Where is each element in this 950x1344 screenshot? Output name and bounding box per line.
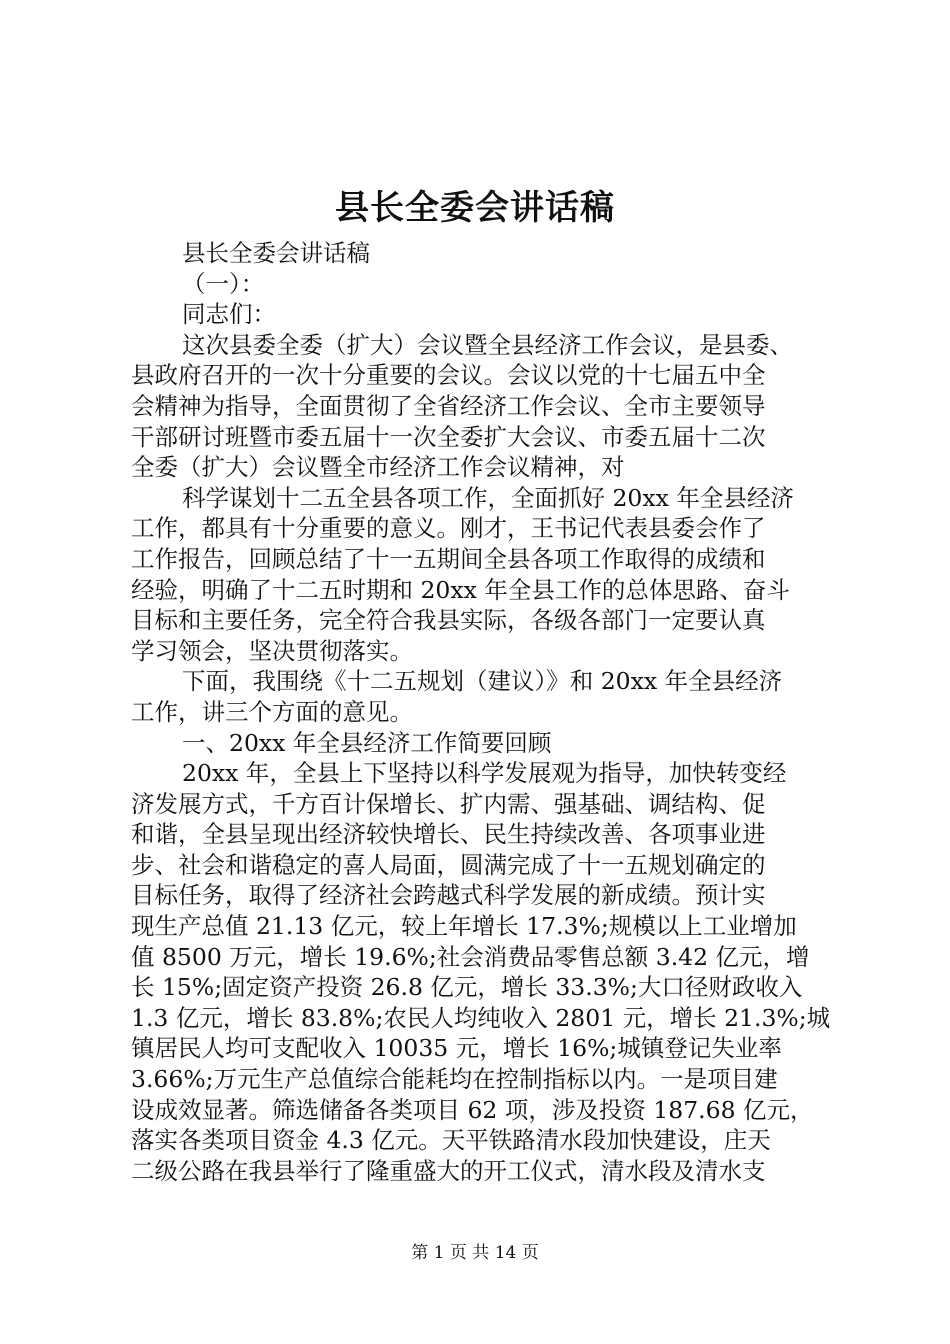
body-line: 1.3 亿元，增长 83.8%;农民人均纯收入 2801 元，增长 21.3%;城 [131, 1003, 831, 1032]
body-line: 3.66%;万元生产总值综合能耗均在控制指标以内。一是项目建 [131, 1065, 778, 1094]
body-line: 镇居民人均可支配收入 10035 元，增长 16%;城镇登记失业率 [131, 1034, 782, 1063]
body-line: 值 8500 万元，增长 19.6%;社会消费品零售总额 3.42 亿元，增 [131, 942, 810, 971]
body-line: 落实各类项目资金 4.3 亿元。天平铁路清水段加快建设，庄天 [131, 1126, 771, 1155]
body-line: 工作，讲三个方面的意见。 [131, 697, 413, 726]
body-line: 干部研讨班暨市委五届十一次全委扩大会议、市委五届十二次 [131, 422, 766, 451]
body-line: 长 15%;固定资产投资 26.8 亿元，增长 33.3%;大口径财政收入 [131, 973, 803, 1002]
body-line: 同志们： [182, 300, 276, 329]
body-line: 济发展方式，千方百计保增长、扩内需、强基础、调结构、促 [131, 789, 766, 818]
body-line: 二级公路在我县举行了隆重盛大的开工仪式，清水段及清水支 [131, 1156, 766, 1185]
body-line: （一）： [182, 269, 265, 298]
page-footer: 第 1 页 共 14 页 [411, 1243, 539, 1263]
body-line: 工作报告，回顾总结了十一五期间全县各项工作取得的成绩和 [131, 544, 766, 573]
body-line: 学习领会，坚决贯彻落实。 [131, 636, 413, 665]
body-line: 会精神为指导，全面贯彻了全省经济工作会议、全市主要领导 [131, 391, 766, 420]
body-line: 步、社会和谐稳定的喜人局面，圆满完成了十一五规划确定的 [131, 850, 766, 879]
body-line: 20xx 年，全县上下坚持以科学发展观为指导，加快转变经 [182, 759, 787, 788]
document-title: 县长全委会讲话稿 [335, 188, 615, 228]
body-line: 县长全委会讲话稿 [182, 239, 370, 267]
body-line: 科学谋划十二五全县各项工作，全面抓好 20xx 年全县经济 [182, 483, 794, 512]
body-line: 全委（扩大）会议暨全市经济工作会议精神，对 [131, 453, 625, 482]
body-line: 县政府召开的一次十分重要的会议。会议以党的十七届五中全 [131, 361, 766, 390]
body-line: 设成效显著。筛选储备各类项目 62 项，涉及投资 187.68 亿元， [131, 1095, 814, 1124]
body-line: 目标任务，取得了经济社会跨越式科学发展的新成绩。预计实 [131, 881, 766, 910]
body-line: 这次县委全委（扩大）会议暨全县经济工作会议，是县委、 [182, 330, 793, 359]
document-body [131, 238, 831, 1186]
body-line: 工作，都具有十分重要的意义。刚才，王书记代表县委会作了 [131, 514, 766, 543]
body-line: 目标和主要任务，完全符合我县实际，各级各部门一定要认真 [131, 606, 766, 635]
body-line: 一、20xx 年全县经济工作简要回顾 [182, 728, 552, 757]
body-line: 经验，明确了十二五时期和 20xx 年全县工作的总体思路、奋斗 [131, 575, 790, 604]
body-line: 下面，我围绕《十二五规划（建议）》和 20xx 年全县经济 [182, 667, 783, 696]
body-line: 和谐，全县呈现出经济较快增长、民生持续改善、各项事业进 [131, 820, 766, 849]
body-line: 现生产总值 21.13 亿元，较上年增长 17.3%;规模以上工业增加 [131, 912, 797, 941]
